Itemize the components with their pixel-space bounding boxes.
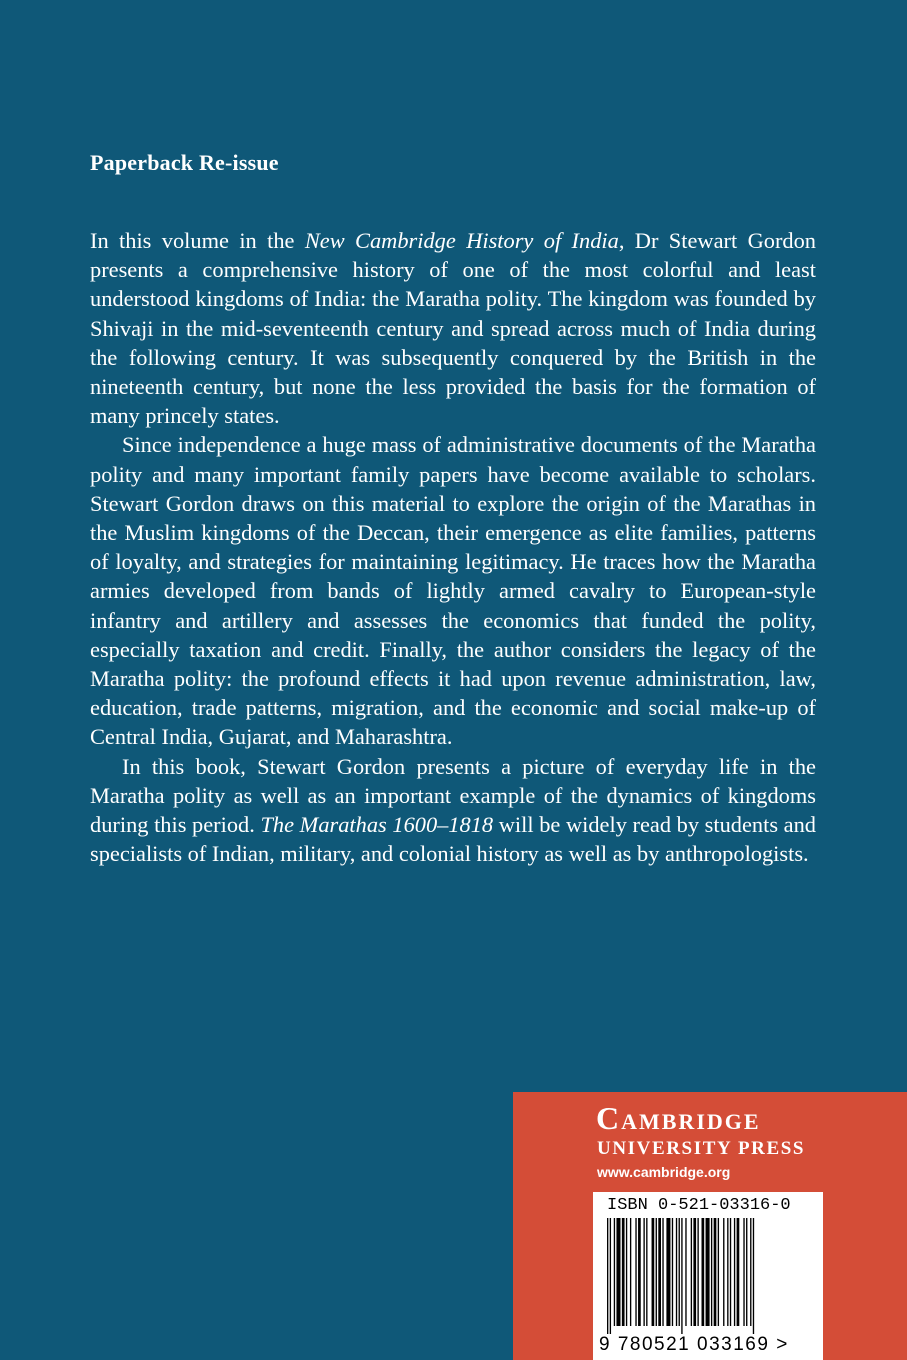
barcode-bar bbox=[646, 1218, 647, 1326]
barcode-bar bbox=[676, 1218, 677, 1326]
barcode-bar bbox=[743, 1218, 744, 1326]
barcode-bar bbox=[638, 1218, 641, 1326]
barcode-bar bbox=[753, 1218, 754, 1334]
barcode-bar bbox=[652, 1218, 655, 1326]
blurb-paragraph-2: Since independence a huge mass of administrative documents of the Maratha polity and many important family papers have become available to scholars. Stewart Gordon draws on this material to explore the origin of the Marathas in the Muslim kingdoms of the Deccan, their emergence as elite families, patterns of loyalty, and strategies for maintaining legitimacy. He traces how the Maratha armies developed from bands of lightly armed cavalry to European-style infantry and artillery and assesses the economics that funded the polity, especially taxation and credit. Finally, the author considers the legacy of the Maratha polity: the profound effects it had upon revenue administration, law, education, trade patterns, migration, and the economic and social make-up of Central India, Gujarat, and Maharashtra. bbox=[90, 432, 816, 750]
barcode-bar bbox=[723, 1218, 724, 1326]
p3-text-b: will be widely read by students and specialists of Indian, military, and colonial history as well as by anthropologists. bbox=[90, 812, 817, 867]
isbn-label: ISBN 0-521-03316-0 bbox=[607, 1196, 791, 1215]
barcode-bar bbox=[614, 1218, 615, 1326]
barcode-bar bbox=[693, 1218, 696, 1326]
barcode-bar bbox=[672, 1218, 673, 1326]
barcode-bar bbox=[750, 1218, 751, 1326]
book-title: The Marathas 1600–1818 bbox=[260, 812, 494, 838]
barcode-bar bbox=[685, 1218, 686, 1326]
publisher-url[interactable]: www.cambridge.org bbox=[597, 1164, 731, 1180]
publisher-press: UNIVERSITY PRESS bbox=[597, 1138, 806, 1159]
barcode-bar bbox=[691, 1218, 692, 1326]
barcode-bar bbox=[630, 1218, 631, 1326]
barcode-bar bbox=[702, 1218, 705, 1326]
barcode-bar bbox=[718, 1218, 719, 1326]
barcode-bar bbox=[622, 1218, 625, 1326]
barcode-bar bbox=[643, 1218, 644, 1326]
p1-text-b: , Dr Stewart Gordon presents a comprehensive history of one of the most colorful and least understood kingdoms of India: the Maratha polity. The kingdom was founded by Shivaji in the mid-seventeenth century and spread across much of India during the following century. It was subsequently conquered by the British in the nineteenth century, but none the less provided the basis for the formation of many princely states. bbox=[90, 228, 816, 429]
barcode-bar bbox=[679, 1218, 680, 1326]
barcode-bar bbox=[658, 1218, 661, 1326]
barcode-bar bbox=[656, 1218, 657, 1326]
publisher-block bbox=[513, 1092, 907, 1360]
barcode-bar bbox=[635, 1218, 636, 1326]
barcode-bar bbox=[681, 1218, 682, 1334]
barcode-bar bbox=[610, 1218, 611, 1334]
barcode-bar bbox=[730, 1218, 731, 1326]
blurb bbox=[90, 226, 816, 868]
barcode-bar bbox=[626, 1218, 627, 1326]
barcode-bar bbox=[666, 1218, 670, 1326]
series-title: New Cambridge History of India bbox=[304, 228, 619, 253]
barcode-bar bbox=[711, 1218, 712, 1326]
barcode-bar bbox=[737, 1218, 740, 1326]
barcode-bar bbox=[662, 1218, 663, 1326]
barcode-bar bbox=[616, 1218, 620, 1326]
barcode-bar bbox=[697, 1218, 698, 1326]
barcode-bar bbox=[714, 1218, 717, 1326]
barcode-bar bbox=[706, 1218, 710, 1326]
barcode-bar bbox=[734, 1218, 735, 1326]
p1-text-a: In this volume in the bbox=[90, 228, 305, 253]
p3-text-a: In this book, Stewart Gordon presents a picture of everyday life in the Maratha polity as well as an important example of the dynamics of kingdoms during this period. bbox=[90, 753, 816, 838]
publisher-name: Cambridge bbox=[596, 1100, 761, 1136]
ean-digits: 9 780521 033169 > bbox=[599, 1334, 789, 1355]
blurb-paragraph-3 bbox=[90, 752, 816, 869]
barcode-bar bbox=[746, 1218, 747, 1326]
barcode-panel bbox=[593, 1192, 823, 1360]
barcode-bar bbox=[727, 1218, 728, 1326]
reissue-label: Paperback Re-issue bbox=[90, 150, 279, 175]
barcode-icon bbox=[603, 1218, 813, 1334]
barcode-bar bbox=[607, 1218, 608, 1334]
blurb-paragraph-1 bbox=[90, 226, 816, 430]
